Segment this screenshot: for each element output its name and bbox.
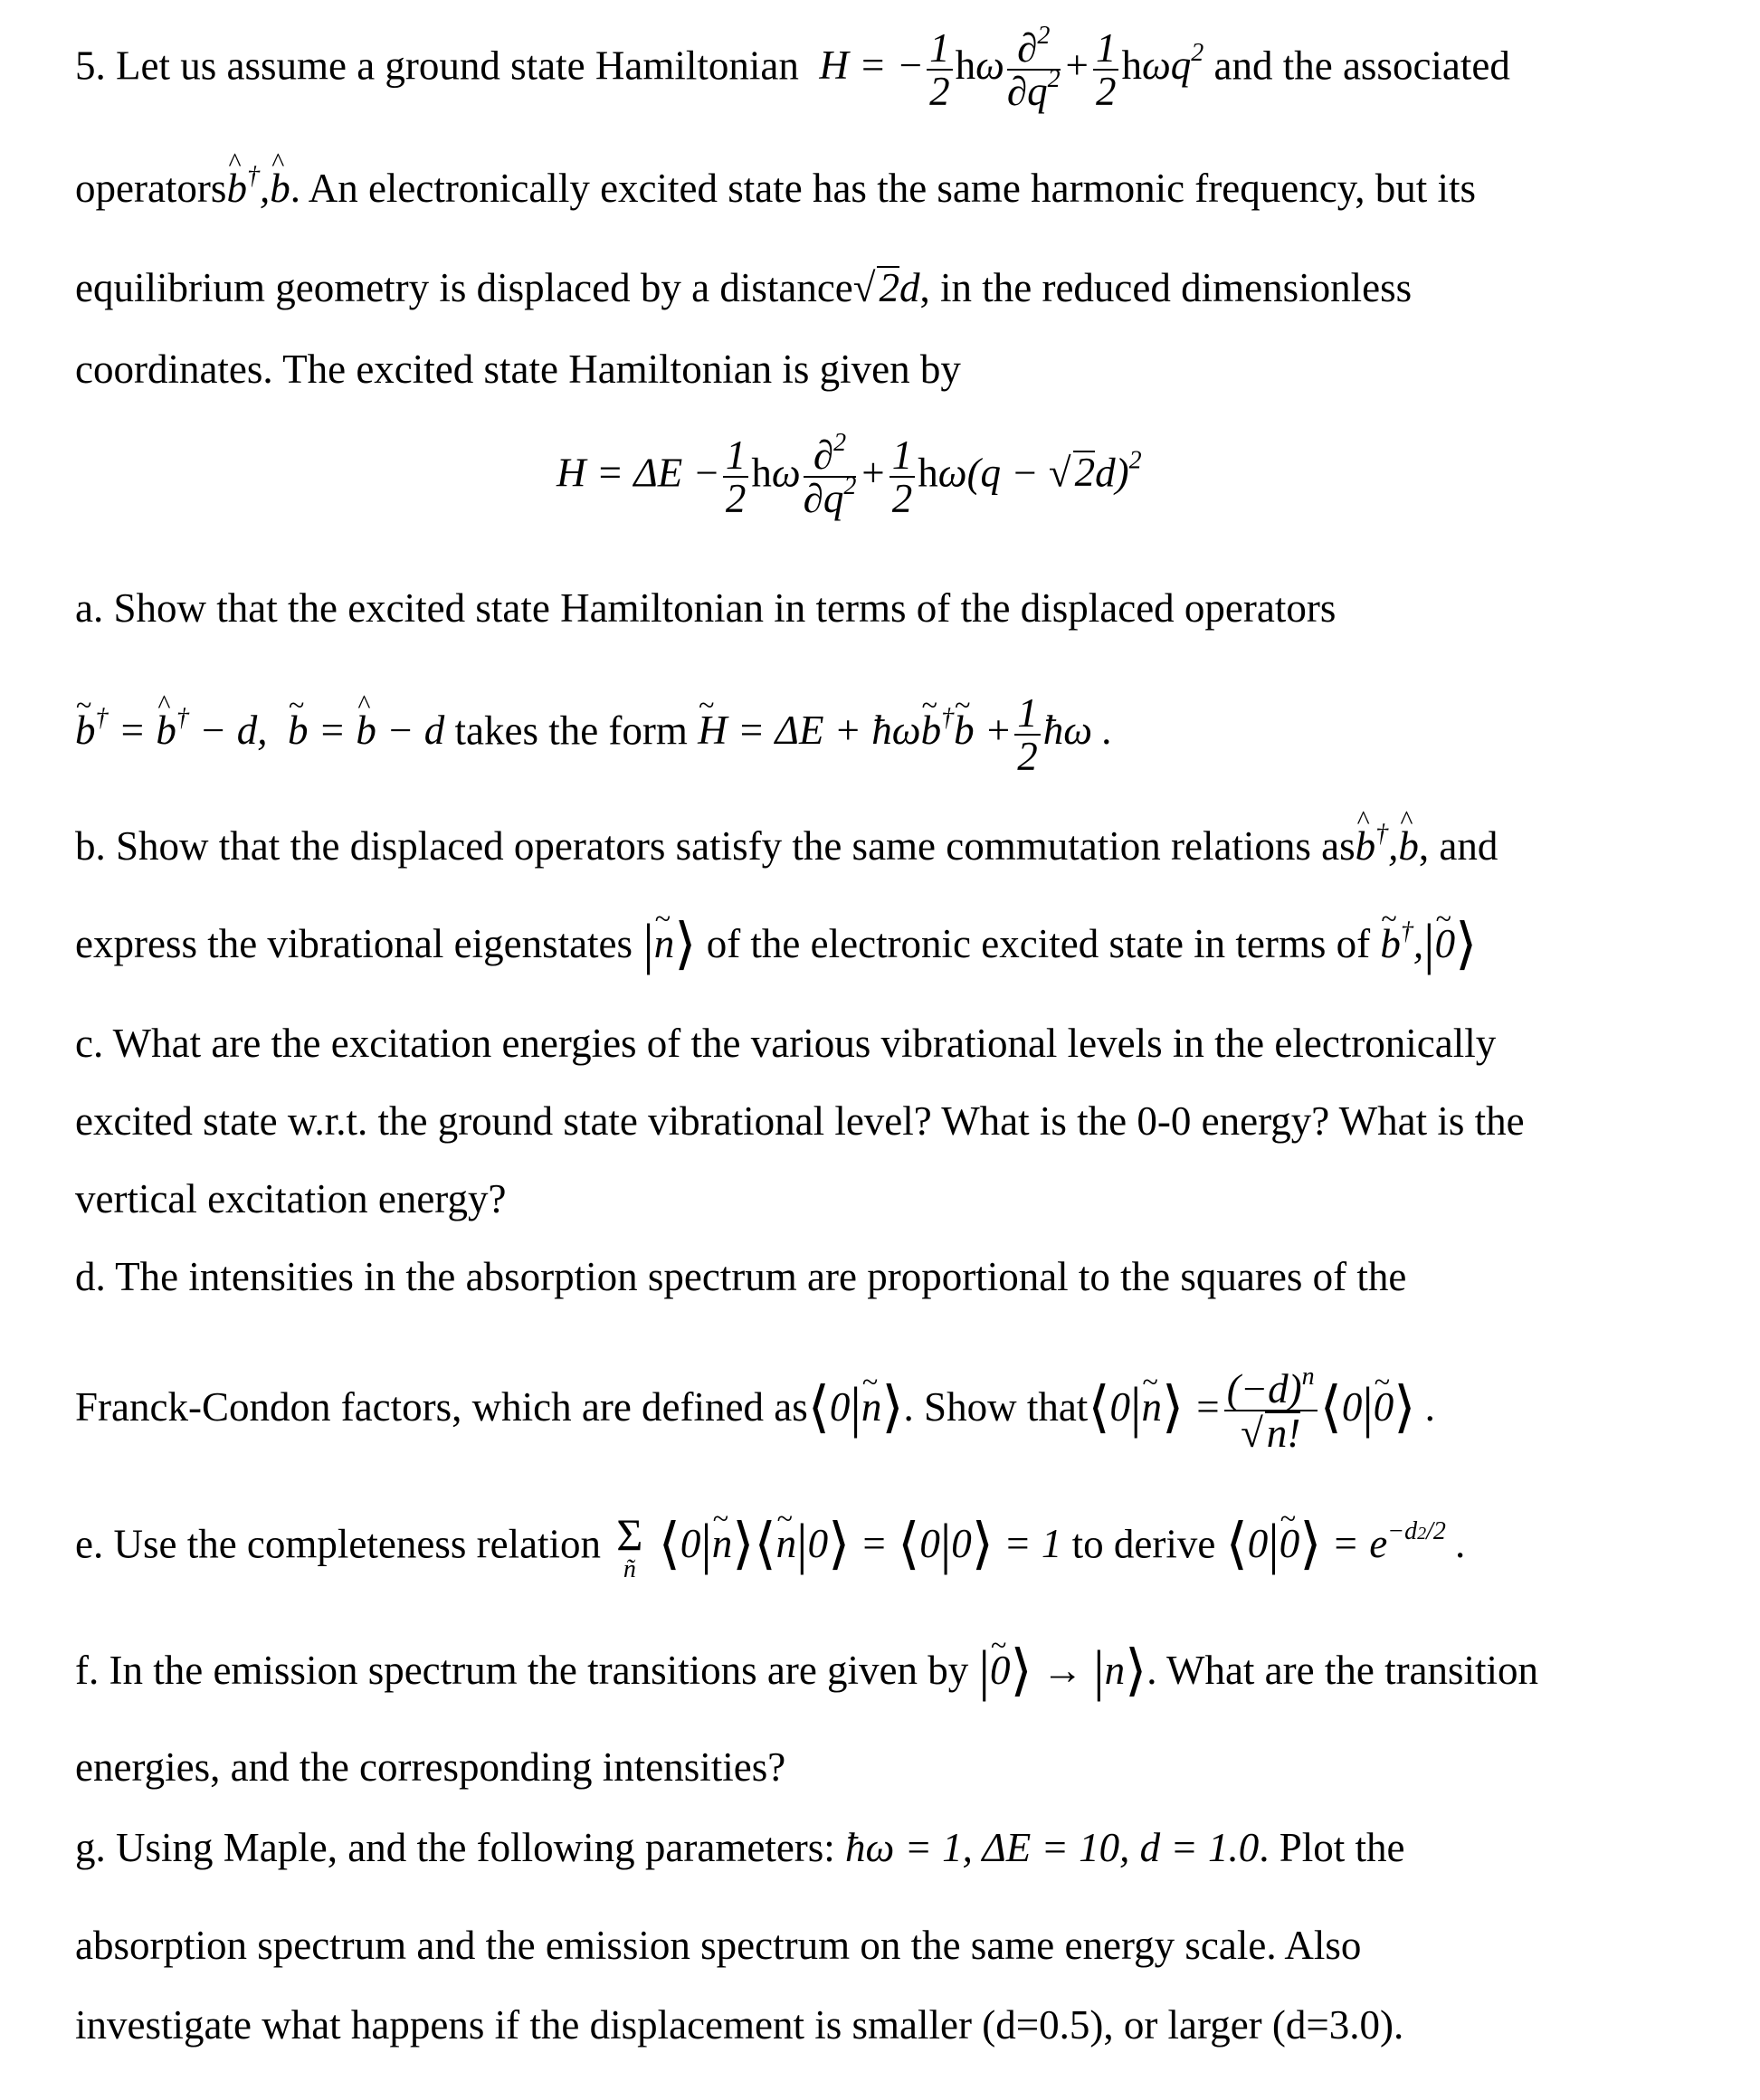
part-c-text-1: c. What are the excitation energies of the various vibrational levels in the electronically [75,1021,1497,1066]
displaced-operators: ~ b† = ^ b† − d, ~ b = ^ b − d [75,708,444,753]
intro-line-1 [75,22,1510,114]
intro-line-3 [75,262,1412,313]
intro-text-2-end: . An electronically excited state has the same harmonic frequency, but its [290,166,1477,211]
creation-and-vacuum: ~ b†,|~ 0⟩ [1380,921,1477,966]
part-g-line-2 [75,1920,1361,1971]
intro-text-3: equilibrium geometry is displaced by a distance [75,265,853,310]
part-e-text-1: e. Use the completeness relation [75,1521,602,1567]
excited-hamiltonian: H = ΔE − $\frac{1}{2}$ hω $\frac{\partial^2}{\partial q^2}$ + $\frac{1}{2}$ $h\omega(q - √2d)^2$ [557,429,1142,521]
franck-condon-formula: ⟨0|~ n⟩ = $\frac{(-d)^n}{√n!}$ ⟨0|~ 0⟩ . [1088,1384,1436,1430]
part-g-text-1: g. Using Maple, and the following parameters: [75,1825,835,1870]
intro-text-2: operators [75,166,227,211]
part-b-text-1-end: , and [1418,823,1498,869]
intro-line-4 [75,344,961,394]
part-d-text-2: Franck-Condon factors, which are defined as [75,1383,808,1430]
part-g-text-1-end: . Plot the [1259,1825,1405,1870]
part-f-text-1-end: . What are the transition [1146,1648,1539,1693]
part-g-text-2: absorption spectrum and the emission spectrum on the same energy scale. Also [75,1923,1362,1968]
displaced-hamiltonian: ~ H = ΔE + ħω~ b†~ b + $\frac{1}{2}$ ħω . [698,708,1112,753]
part-b-line-1 [75,821,1498,871]
part-c-text-2: excited state w.r.t. the ground state vibrational level? What is the 0-0 energy? What is the [75,1098,1525,1144]
displacement: √2d [852,265,920,310]
sum-symbol: Σ ñ [616,1509,643,1583]
part-f-text-2: energies, and the corresponding intensities? [75,1744,786,1790]
part-g-line-1 [75,1822,1405,1873]
ground-hamiltonian: H = − $\frac{1}{2}$ hω $\frac{\partial^2}{\partial q^2}$ + $\frac{1}{2}$ hωq$^2$ [809,22,1204,114]
part-d-text-2-mid: . Show that [903,1383,1089,1430]
part-a-text-2: takes the form [454,708,688,754]
franck-condon-factor: ⟨0|~ n⟩ [808,1384,904,1430]
part-d-line-2 [75,1363,1436,1456]
part-b-text-2: express the vibrational eigenstates [75,921,633,966]
intro-text-3-end: , in the reduced dimensionless [919,265,1413,310]
part-a-line-1 [75,583,1336,633]
vacuum-overlap: ⟨0|~ 0⟩ = $e^{-d2/2}$ . [1226,1521,1467,1566]
ladder-operators: ^ b†,^ b [226,166,290,211]
part-e-line-1 [75,1509,1467,1583]
eigenstate-ket: |~ n⟩ [642,921,696,966]
part-c-text-3: vertical excitation energy? [75,1176,507,1221]
part-c-line-2 [75,1096,1525,1146]
maple-parameters: ħω = 1, ΔE = 10, d = 1.0 [845,1825,1260,1870]
part-f-line-1 [75,1640,1539,1702]
part-f-line-2 [75,1742,785,1792]
part-a-text-1: a. Show that the excited state Hamiltonian in terms of the displaced operators [75,585,1337,631]
part-c-line-3 [75,1174,506,1224]
intro-text-4: coordinates. The excited state Hamiltonian is given by [75,347,961,392]
intro-text-1-end: and the associated [1213,43,1510,89]
part-a-line-2 [75,692,1112,777]
part-d-line-1 [75,1251,1406,1302]
part-f-text-1: f. In the emission spectrum the transitions are given by [75,1648,969,1693]
intro-line-2 [75,163,1476,214]
completeness-relation: ⟨0|~ n⟩⟨~ n|0⟩ = ⟨0|0⟩ = 1 [659,1521,1062,1566]
part-c-line-1 [75,1018,1496,1069]
part-g-line-3 [75,2000,1403,2050]
part-g-text-3: investigate what happens if the displacement is smaller (d=0.5), or larger (d=3.0). [75,2002,1404,2048]
commutator-operators: ^ b†,^ b [1356,823,1419,869]
part-e-text-1-mid: to derive [1071,1521,1216,1567]
intro-text-1: 5. Let us assume a ground state Hamiltonian [75,43,799,89]
part-b-text-1: b. Show that the displaced operators satisfy the same commutation relations as [75,823,1356,869]
part-b-line-2 [75,914,1478,975]
part-b-text-2-mid: of the electronic excited state in terms of [706,921,1371,966]
emission-transition: |~ 0⟩ → |n⟩ [979,1648,1147,1693]
part-d-text-1: d. The intensities in the absorption spectrum are proportional to the squares of the [75,1254,1407,1299]
